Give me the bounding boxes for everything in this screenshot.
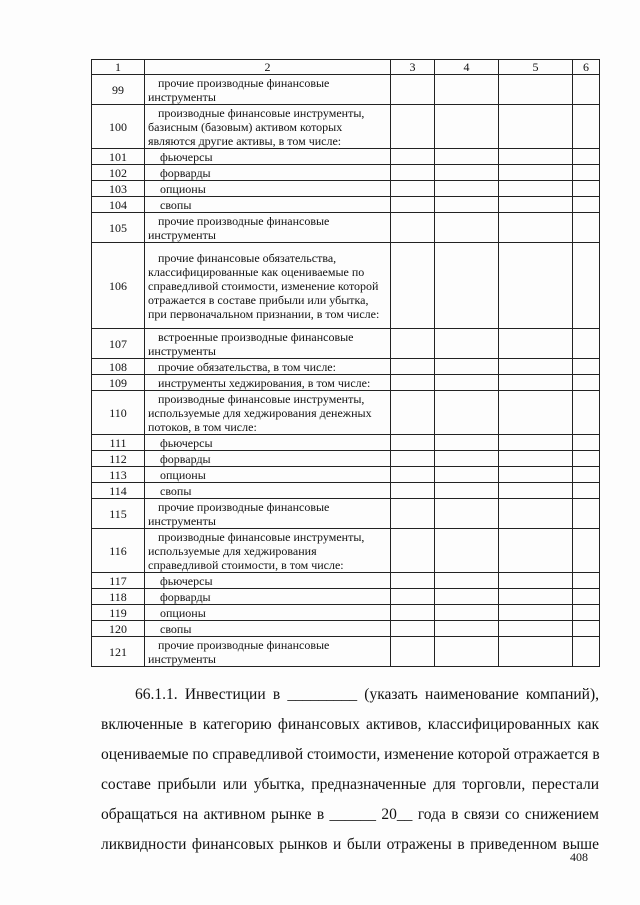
row-number: 102 xyxy=(92,165,145,181)
page-number: 408 xyxy=(570,850,588,864)
row-description-text: свопы xyxy=(160,483,192,498)
paragraph-line: составе прибыли или убытка, предназначенные для торговли, перестали xyxy=(101,776,599,793)
row-description-text: свопы xyxy=(160,621,192,636)
row-number: 113 xyxy=(92,467,145,483)
empty-cell-col-3 xyxy=(391,637,435,667)
row-number: 114 xyxy=(92,483,145,499)
row-number: 106 xyxy=(92,243,145,329)
row-description xyxy=(145,589,391,605)
row-description-text: форварды xyxy=(160,165,211,180)
empty-cell-col-6 xyxy=(573,529,600,573)
empty-cell-col-3 xyxy=(391,451,435,467)
table-row xyxy=(92,359,600,375)
empty-cell-col-4 xyxy=(435,529,499,573)
empty-cell-col-6 xyxy=(573,499,600,529)
table-row xyxy=(92,391,600,435)
empty-cell-col-3 xyxy=(391,499,435,529)
row-number: 112 xyxy=(92,451,145,467)
empty-cell-col-6 xyxy=(573,165,600,181)
paragraph-line: ликвидности финансовых рынков и были отражены в приведенном выше xyxy=(101,836,599,853)
empty-cell-col-6 xyxy=(573,435,600,451)
empty-cell-col-4 xyxy=(435,181,499,197)
empty-cell-col-4 xyxy=(435,621,499,637)
table-row xyxy=(92,375,600,391)
table-row xyxy=(92,243,600,329)
table-row xyxy=(92,499,600,529)
row-number: 107 xyxy=(92,329,145,359)
table-header-row xyxy=(92,60,600,75)
row-description xyxy=(145,197,391,213)
empty-cell-col-6 xyxy=(573,75,600,105)
empty-cell-col-3 xyxy=(391,165,435,181)
empty-cell-col-4 xyxy=(435,359,499,375)
empty-cell-col-6 xyxy=(573,589,600,605)
row-description-text: прочие производные финансовые инструменты xyxy=(148,637,330,666)
empty-cell-col-5 xyxy=(499,391,573,435)
empty-cell-col-4 xyxy=(435,391,499,435)
empty-cell-col-5 xyxy=(499,75,573,105)
empty-cell-col-5 xyxy=(499,197,573,213)
empty-cell-col-6 xyxy=(573,605,600,621)
empty-cell-col-3 xyxy=(391,197,435,213)
empty-cell-col-4 xyxy=(435,483,499,499)
row-description-text: форварды xyxy=(160,589,211,604)
header-col-3: 3 xyxy=(391,60,435,75)
row-description-text: прочие обязательства, в том числе: xyxy=(158,359,336,374)
row-description xyxy=(145,605,391,621)
row-description xyxy=(145,149,391,165)
empty-cell-col-5 xyxy=(499,499,573,529)
row-description xyxy=(145,105,391,149)
empty-cell-col-6 xyxy=(573,359,600,375)
empty-cell-col-3 xyxy=(391,467,435,483)
empty-cell-col-6 xyxy=(573,451,600,467)
row-number: 104 xyxy=(92,197,145,213)
empty-cell-col-4 xyxy=(435,105,499,149)
empty-cell-col-5 xyxy=(499,451,573,467)
paragraph-line: обращаться на активном рынке в ______ 20__ года в связи со снижением xyxy=(101,806,599,823)
paragraph-line: оцениваемые по справедливой стоимости, изменение которой отражается в xyxy=(101,746,600,763)
empty-cell-col-5 xyxy=(499,165,573,181)
row-description-text: фьючерсы xyxy=(160,435,213,450)
row-number: 115 xyxy=(92,499,145,529)
empty-cell-col-3 xyxy=(391,621,435,637)
empty-cell-col-3 xyxy=(391,213,435,243)
empty-cell-col-3 xyxy=(391,75,435,105)
table-row xyxy=(92,637,600,667)
row-description xyxy=(145,621,391,637)
row-number: 117 xyxy=(92,573,145,589)
row-description xyxy=(145,529,391,573)
table-row xyxy=(92,483,600,499)
row-description xyxy=(145,391,391,435)
empty-cell-col-6 xyxy=(573,213,600,243)
table-row xyxy=(92,605,600,621)
row-description xyxy=(145,467,391,483)
row-description xyxy=(145,375,391,391)
empty-cell-col-5 xyxy=(499,467,573,483)
row-description xyxy=(145,435,391,451)
row-description xyxy=(145,573,391,589)
row-description-text: опционы xyxy=(160,605,206,620)
row-description-text: прочие производные финансовые инструменты xyxy=(148,213,330,242)
row-description xyxy=(145,483,391,499)
empty-cell-col-6 xyxy=(573,391,600,435)
empty-cell-col-5 xyxy=(499,213,573,243)
empty-cell-col-6 xyxy=(573,467,600,483)
empty-cell-col-5 xyxy=(499,621,573,637)
row-description-text: свопы xyxy=(160,197,192,212)
empty-cell-col-3 xyxy=(391,605,435,621)
header-col-1: 1 xyxy=(92,60,145,75)
row-description-text: прочие финансовые обязательства, классифицированные как оцениваемые по справедливой стоимости, изменение которой отражается в составе прибыли или убытка, при первоначальном признании, в том числе: xyxy=(148,250,380,321)
empty-cell-col-5 xyxy=(499,375,573,391)
row-description-text: опционы xyxy=(160,467,206,482)
empty-cell-col-6 xyxy=(573,197,600,213)
row-description xyxy=(145,499,391,529)
header-col-5: 5 xyxy=(499,60,573,75)
row-description xyxy=(145,637,391,667)
empty-cell-col-3 xyxy=(391,329,435,359)
row-number: 116 xyxy=(92,529,145,573)
empty-cell-col-5 xyxy=(499,435,573,451)
table-row xyxy=(92,149,600,165)
row-number: 99 xyxy=(92,75,145,105)
row-description xyxy=(145,75,391,105)
empty-cell-col-4 xyxy=(435,467,499,483)
empty-cell-col-4 xyxy=(435,499,499,529)
empty-cell-col-4 xyxy=(435,197,499,213)
empty-cell-col-6 xyxy=(573,149,600,165)
table-row xyxy=(92,529,600,573)
empty-cell-col-3 xyxy=(391,181,435,197)
financial-instruments-table xyxy=(91,59,600,667)
empty-cell-col-4 xyxy=(435,213,499,243)
empty-cell-col-6 xyxy=(573,637,600,667)
row-number: 111 xyxy=(92,435,145,451)
empty-cell-col-6 xyxy=(573,621,600,637)
row-number: 120 xyxy=(92,621,145,637)
row-description xyxy=(145,329,391,359)
table-row xyxy=(92,75,600,105)
paragraph-line: включенные в категорию финансовых активов, классифицированных как xyxy=(101,716,599,733)
empty-cell-col-6 xyxy=(573,375,600,391)
row-number: 121 xyxy=(92,637,145,667)
row-description-text: инструменты хеджирования, в том числе: xyxy=(158,375,371,390)
row-description xyxy=(145,359,391,375)
empty-cell-col-4 xyxy=(435,149,499,165)
row-number: 109 xyxy=(92,375,145,391)
table-row xyxy=(92,589,600,605)
row-number: 100 xyxy=(92,105,145,149)
investments-paragraph xyxy=(101,680,599,860)
empty-cell-col-4 xyxy=(435,637,499,667)
row-description-text: форварды xyxy=(160,451,211,466)
empty-cell-col-5 xyxy=(499,329,573,359)
row-number: 108 xyxy=(92,359,145,375)
paragraph-line: 66.1.1. Инвестиции в _________ (указать наименование компаний), xyxy=(135,686,599,703)
empty-cell-col-5 xyxy=(499,589,573,605)
empty-cell-col-4 xyxy=(435,243,499,329)
row-number: 119 xyxy=(92,605,145,621)
empty-cell-col-3 xyxy=(391,105,435,149)
empty-cell-col-3 xyxy=(391,243,435,329)
table-row xyxy=(92,467,600,483)
empty-cell-col-5 xyxy=(499,483,573,499)
table-row xyxy=(92,435,600,451)
empty-cell-col-4 xyxy=(435,375,499,391)
table-row xyxy=(92,105,600,149)
row-number: 110 xyxy=(92,391,145,435)
table-row xyxy=(92,165,600,181)
row-description-text: производные финансовые инструменты, используемые для хеджирования справедливой стоимости, в том числе: xyxy=(148,529,365,572)
empty-cell-col-3 xyxy=(391,149,435,165)
empty-cell-col-5 xyxy=(499,243,573,329)
table-row xyxy=(92,621,600,637)
empty-cell-col-4 xyxy=(435,589,499,605)
row-number: 101 xyxy=(92,149,145,165)
empty-cell-col-3 xyxy=(391,391,435,435)
empty-cell-col-3 xyxy=(391,573,435,589)
empty-cell-col-5 xyxy=(499,605,573,621)
empty-cell-col-6 xyxy=(573,105,600,149)
empty-cell-col-3 xyxy=(391,529,435,573)
row-description-text: фьючерсы xyxy=(160,573,213,588)
empty-cell-col-6 xyxy=(573,573,600,589)
row-description-text: прочие производные финансовые инструменты xyxy=(148,75,330,104)
empty-cell-col-6 xyxy=(573,181,600,197)
row-description xyxy=(145,243,391,329)
empty-cell-col-6 xyxy=(573,329,600,359)
empty-cell-col-3 xyxy=(391,589,435,605)
row-number: 118 xyxy=(92,589,145,605)
row-description xyxy=(145,165,391,181)
table-row xyxy=(92,451,600,467)
table-row xyxy=(92,573,600,589)
empty-cell-col-4 xyxy=(435,573,499,589)
row-description-text: прочие производные финансовые инструменты xyxy=(148,499,330,528)
row-description-text: встроенные производные финансовые инструменты xyxy=(148,329,354,358)
row-number: 103 xyxy=(92,181,145,197)
empty-cell-col-3 xyxy=(391,435,435,451)
table-body xyxy=(92,75,600,667)
empty-cell-col-3 xyxy=(391,359,435,375)
empty-cell-col-5 xyxy=(499,105,573,149)
row-number: 105 xyxy=(92,213,145,243)
row-description xyxy=(145,213,391,243)
empty-cell-col-5 xyxy=(499,637,573,667)
empty-cell-col-5 xyxy=(499,181,573,197)
header-col-6: 6 xyxy=(573,60,600,75)
empty-cell-col-5 xyxy=(499,359,573,375)
empty-cell-col-5 xyxy=(499,529,573,573)
row-description-text: производные финансовые инструменты, используемые для хеджирования денежных потоков, в том числе: xyxy=(148,391,372,434)
empty-cell-col-6 xyxy=(573,243,600,329)
header-col-4: 4 xyxy=(435,60,499,75)
row-description-text: фьючерсы xyxy=(160,149,213,164)
empty-cell-col-4 xyxy=(435,75,499,105)
empty-cell-col-4 xyxy=(435,605,499,621)
empty-cell-col-4 xyxy=(435,329,499,359)
empty-cell-col-3 xyxy=(391,375,435,391)
row-description-text: опционы xyxy=(160,181,206,196)
row-description-text: производные финансовые инструменты, базисным (базовым) активом которых являются другие активы, в том числе: xyxy=(148,105,365,148)
empty-cell-col-3 xyxy=(391,483,435,499)
empty-cell-col-4 xyxy=(435,165,499,181)
empty-cell-col-4 xyxy=(435,435,499,451)
empty-cell-col-6 xyxy=(573,483,600,499)
row-description xyxy=(145,181,391,197)
table-row xyxy=(92,181,600,197)
empty-cell-col-5 xyxy=(499,573,573,589)
table-row xyxy=(92,197,600,213)
empty-cell-col-5 xyxy=(499,149,573,165)
table-row xyxy=(92,213,600,243)
table-row xyxy=(92,329,600,359)
empty-cell-col-4 xyxy=(435,451,499,467)
header-col-2: 2 xyxy=(145,60,391,75)
row-description xyxy=(145,451,391,467)
